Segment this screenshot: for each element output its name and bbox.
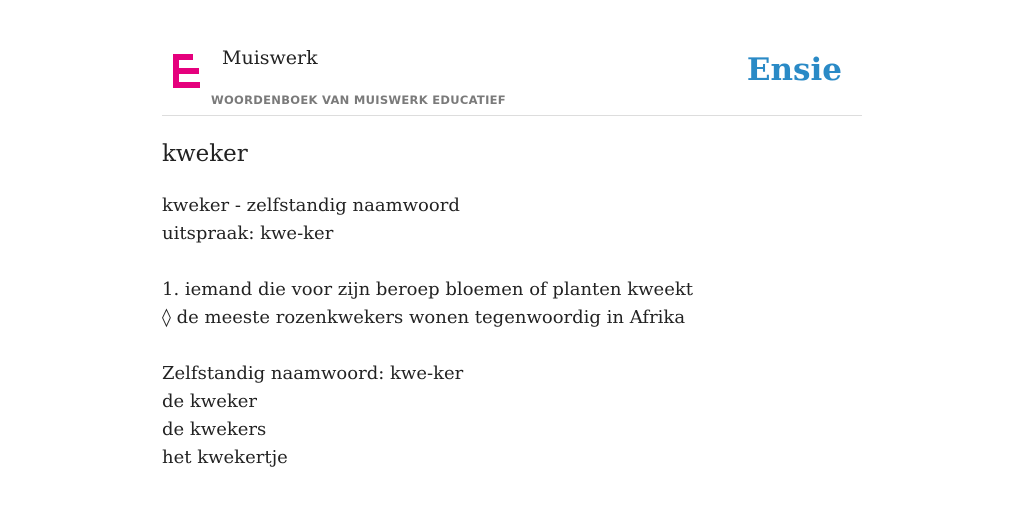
pronunciation-line: uitspraak: kwe-ker [162,223,334,244]
form-diminutive: het kwekertje [162,447,288,468]
brand-name[interactable]: Muiswerk [222,47,318,69]
header-divider [162,115,862,116]
example-1: ◊ de meeste rozenkwekers wonen tegenwoordig in Afrika [162,307,686,328]
definition-line: kweker - zelfstandig naamwoord [162,195,460,216]
brand-subtitle: WOORDENBOEK VAN MUISWERK EDUCATIEF [211,93,506,107]
ensie-logo-link[interactable]: Ensie [746,52,842,88]
forms-heading: Zelfstandig naamwoord: kwe-ker [162,363,464,384]
spacer [162,248,862,276]
spacer [162,332,862,360]
sense-1: 1. iemand die voor zijn beroep bloemen of planten kweekt [162,279,693,300]
entry-headword: kweker [162,141,248,167]
muiswerk-logo-icon[interactable] [173,54,200,88]
entry-body [162,192,862,472]
form-plural: de kwekers [162,419,267,440]
form-singular: de kweker [162,391,258,412]
